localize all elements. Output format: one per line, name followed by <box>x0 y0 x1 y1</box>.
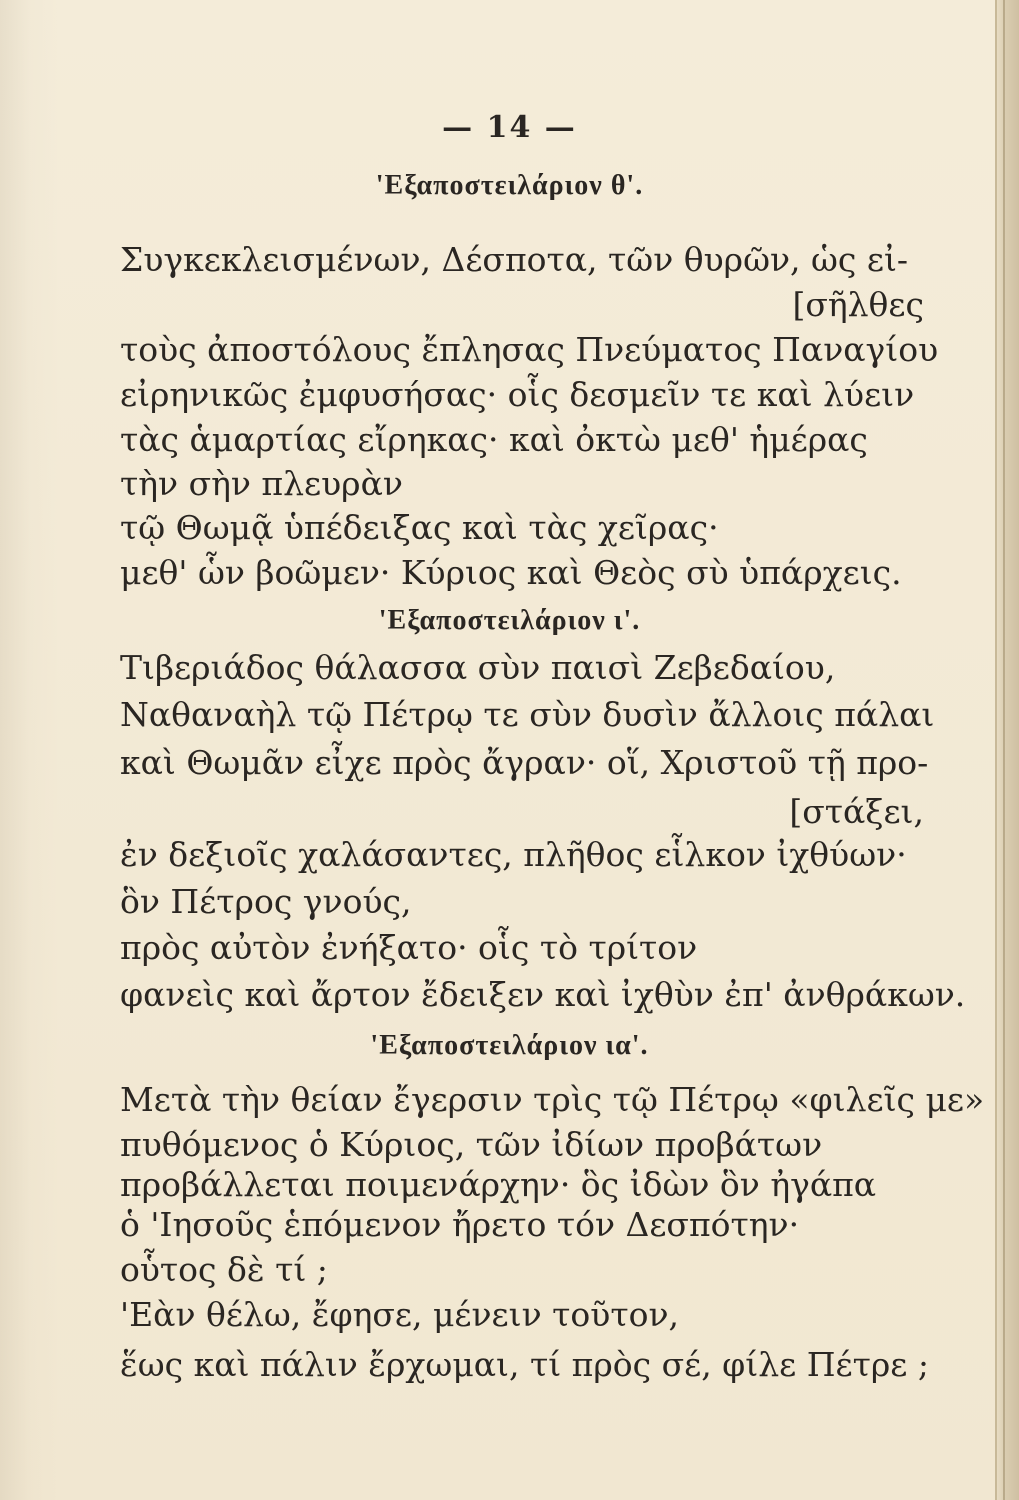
text-line: οὗτος δὲ τί ; <box>120 1250 328 1289</box>
text-line: Μετὰ τὴν θείαν ἔγερσιν τρὶς τῷ Πέτρῳ «φιλεῖς με» <box>120 1080 985 1119</box>
text-line: τοὺς ἀποστόλους ἔπλησας Πνεύματος Παναγίου <box>120 330 939 369</box>
text-line: ὃν Πέτρος γνούς, <box>120 882 412 921</box>
text-line: πυθόμενος ὁ Κύριος, τῶν ἰδίων προβάτων <box>120 1125 823 1164</box>
binding-shadow-line <box>1003 0 1005 1500</box>
text-line: φανεὶς καὶ ἄρτον ἔδειξεν καὶ ἰχθὺν ἐπ' ἀνθράκων. <box>120 975 966 1014</box>
text-line: Τιβεριάδος θάλασσα σὺν παισὶ Ζεβεδαίου, <box>120 648 836 687</box>
page-number: — 14 — <box>442 110 577 145</box>
text-line-continuation: [στάξει, <box>789 792 924 831</box>
section-heading-theta: 'Εξαποστειλάριον θ'. <box>375 170 644 201</box>
page-binding-edge <box>995 0 1019 1500</box>
text-line: ἕως καὶ πάλιν ἔρχωμαι, τί πρὸς σέ, φίλε Πέτρε ; <box>120 1345 929 1384</box>
text-line: ἐν δεξιοῖς χαλάσαντες, πλῆθος εἷλκον ἰχθύων· <box>120 835 907 874</box>
text-line: τὴν σὴν πλευρὰν <box>120 464 403 503</box>
text-line: προβάλλεται ποιμενάρχην· ὃς ἰδὼν ὃν ἠγάπα <box>120 1165 877 1204</box>
text-line: πρὸς αὐτὸν ἐνήξατο· οἷς τὸ τρίτον <box>120 928 698 967</box>
text-line: τὰς ἁμαρτίας εἴρηκας· καὶ ὀκτὼ μεθ' ἡμέρας <box>120 420 868 459</box>
text-line: Συγκεκλεισμένων, Δέσποτα, τῶν θυρῶν, ὡς εἰ- <box>120 240 909 279</box>
text-line: ὁ 'Ιησοῦς ἑπόμενον ἤρετο τόν Δεσπότην· <box>120 1205 800 1244</box>
text-line-continuation: [σῆλθες <box>792 285 924 324</box>
text-line: τῷ Θωμᾷ ὑπέδειξας καὶ τὰς χεῖρας· <box>120 508 719 547</box>
section-heading-iota-alpha: 'Εξαποστειλάριον ια'. <box>370 1030 649 1061</box>
text-line: καὶ Θωμᾶν εἶχε πρὸς ἄγραν· οἵ, Χριστοῦ τῇ προ- <box>120 743 929 782</box>
text-line: 'Εὰν θέλω, ἔφησε, μένειν τοῦτον, <box>120 1295 680 1334</box>
text-line: εἰρηνικῶς ἐμφυσήσας· οἷς δεσμεῖν τε καὶ λύειν <box>120 375 915 414</box>
text-line: μεθ' ὧν βοῶμεν· Κύριος καὶ Θεὸς σὺ ὑπάρχεις. <box>120 553 902 592</box>
text-line: Ναθαναὴλ τῷ Πέτρῳ τε σὺν δυσὶν ἄλλοις πάλαι <box>120 695 935 734</box>
section-heading-iota: 'Εξαποστειλάριον ι'. <box>378 605 641 636</box>
